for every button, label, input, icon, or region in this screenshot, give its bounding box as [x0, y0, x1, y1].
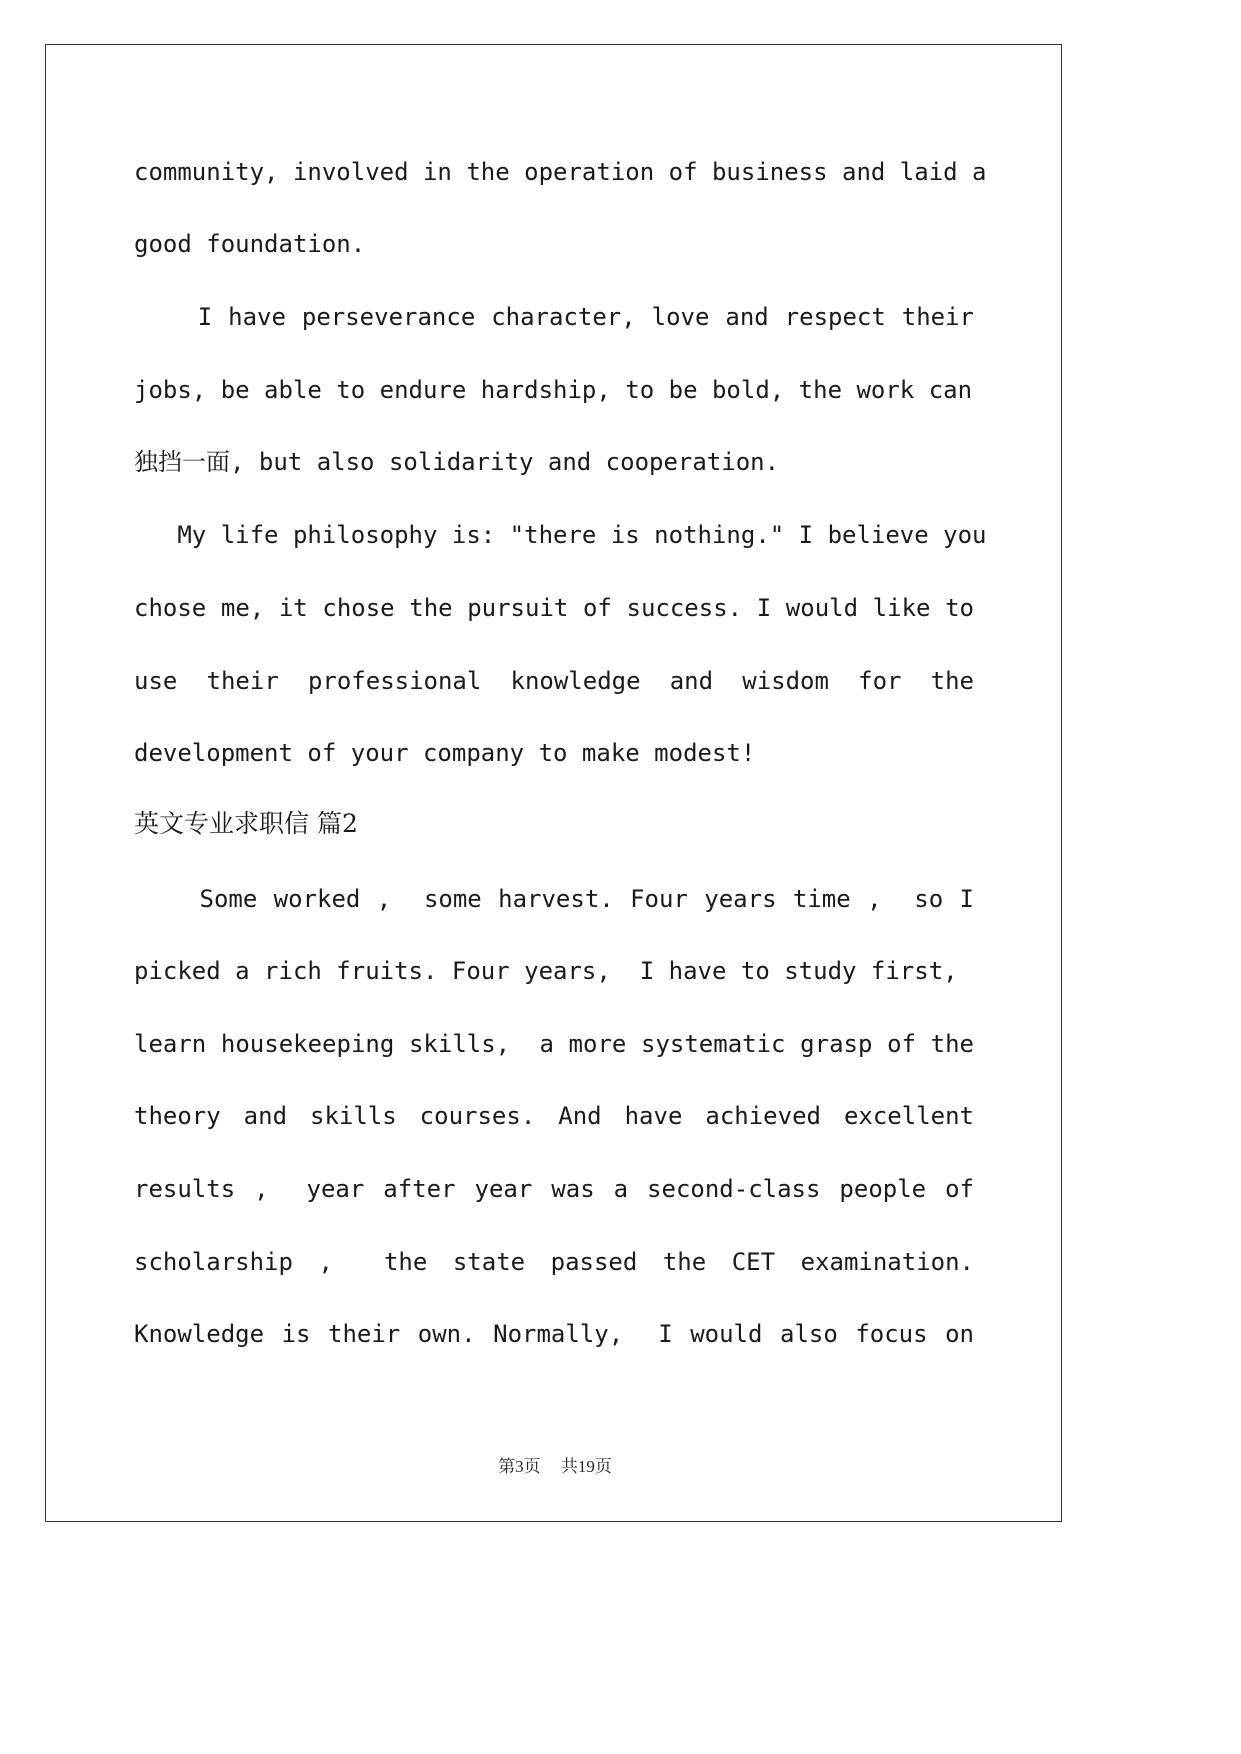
section-heading: 英文专业求职信 篇2 — [134, 809, 358, 838]
text-line: results , year after year was a second-class people of — [134, 1175, 974, 1203]
text-line: community, involved in the operation of business and laid a — [134, 158, 987, 186]
text-line: theory and skills courses. And have achieved excellent — [134, 1102, 974, 1130]
text-line: My life philosophy is: "there is nothing." I believe you — [134, 521, 987, 549]
page-number: 第3页 — [498, 1457, 541, 1476]
text-line: Some worked , some harvest. Four years time , so I — [134, 885, 974, 913]
text-line: Knowledge is their own. Normally, I would also focus on — [134, 1320, 974, 1348]
text-line: I have perseverance character, love and respect their — [134, 303, 974, 331]
text-line: scholarship , the state passed the CET examination. — [134, 1248, 974, 1276]
text-line: picked a rich fruits. Four years, I have to study first, — [134, 957, 958, 985]
page-footer — [0, 1452, 1110, 1477]
text-line: development of your company to make modest! — [134, 739, 756, 767]
text-line: jobs, be able to endure hardship, to be bold, the work can — [134, 376, 973, 404]
text-line: 独挡一面, but also solidarity and cooperation. — [134, 448, 780, 476]
page-total: 共19页 — [560, 1457, 612, 1476]
text-line: use their professional knowledge and wisdom for the — [134, 667, 974, 695]
text-line: good foundation. — [134, 230, 366, 258]
text-line: chose me, it chose the pursuit of success. I would like to — [134, 594, 974, 622]
text-line: learn housekeeping skills, a more systematic grasp of the — [134, 1030, 974, 1058]
